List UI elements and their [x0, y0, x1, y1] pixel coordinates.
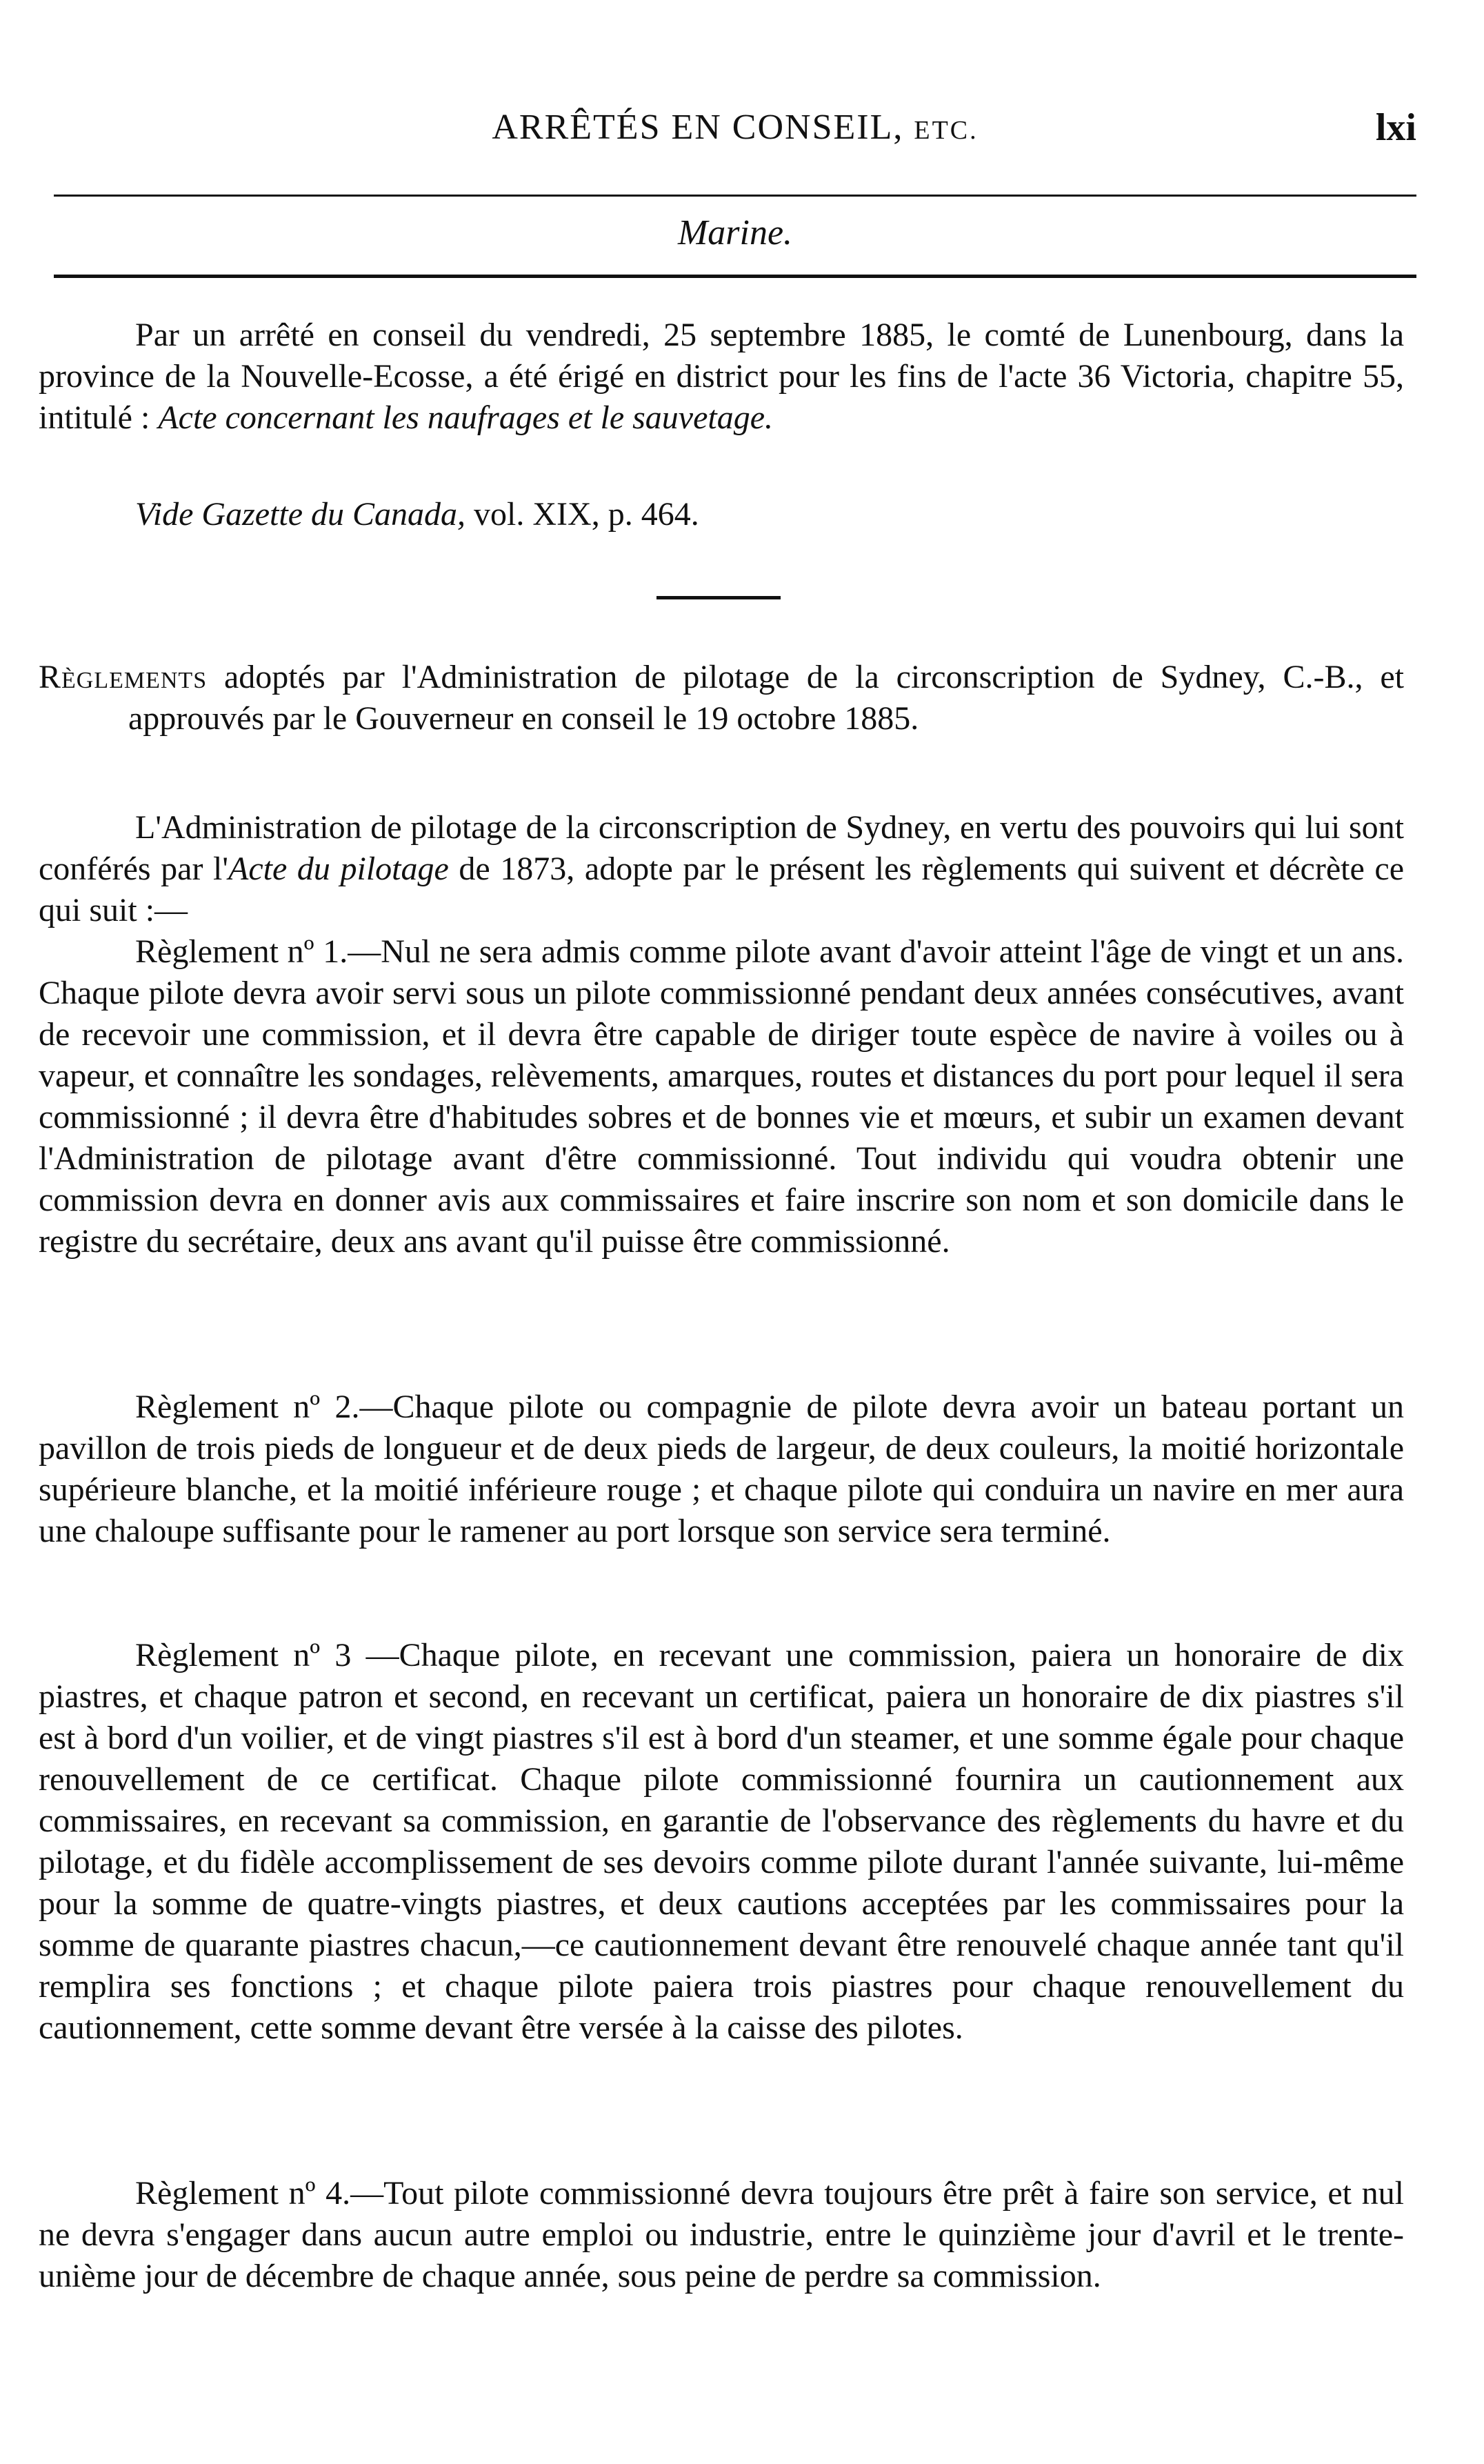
lunenbourg-text: Par un arrêté en conseil du vendredi, 25 septembre 1885, le comté de Lunenbourg, dans la province de la Nouvelle-Ecosse, a été érigé en district pour les fins de l'acte 36 Victoria, chapitre 55, intitulé :	[39, 317, 1404, 436]
reglement-3-paragraph: Règlement nº 3 —Chaque pilote, en recevant une commission, paiera un honoraire de dix piastres, et chaque patron et second, en recevant un certificat, paiera un honoraire de dix piastres s'il est à bord d'un voilier, et de vingt piastres s'il est à bord d'un steamer, et une somme égale pour chaque renouvellement de ce certificat. Chaque pilote commissionné fournira un cautionnement aux commissaires, en recevant sa commission, en garantie de l'observance des règlements du havre et du pilotage, et du fidèle accomplissement de ses devoirs comme pilote durant l'année suivante, lui-même pour la somme de quatre-vingts piastres, et deux cautions acceptées par les commissaires pour la somme de quarante piastres chacun,—ce cautionnement devant être renouvelé chaque année tant qu'il remplira ses fonctions ; et chaque pilote paiera trois piastres pour chaque renouvellement du cautionnement, cette somme devant être versée à la caisse des pilotes.	[39, 1637, 1404, 2046]
act-title-pilotage: Acte du pilotage	[228, 851, 449, 887]
reglements-heading	[39, 657, 1404, 739]
section-rule	[54, 275, 1416, 278]
running-title-text: ARRÊTÉS EN CONSEIL,	[492, 108, 904, 147]
preamble-text-before: L'Administration de pilotage de la circonscription de Sydney, en vertu des pouvoirs qui lui sont conférés par l'	[39, 809, 1404, 887]
section-title: Marine.	[677, 213, 793, 252]
preamble-paragraph	[39, 807, 1404, 931]
vide-gazette-italic: Vide Gazette du Canada,	[135, 496, 466, 533]
preamble-text-after: de 1873, adopte par le présent les règlements qui suivent et décrète ce qui suit :—	[39, 851, 1404, 928]
act-title-naufrages: Acte concernant les naufrages et le sauvetage.	[158, 399, 774, 436]
reglements-heading-text: adoptés par l'Administration de pilotage de la circonscription de Sydney, C.-B., et approuvés par le Gouverneur en conseil le 19 octobre 1885.	[128, 659, 1404, 737]
vide-reference	[39, 494, 1484, 535]
reglements-lead-word: Règlements	[39, 659, 208, 695]
separator-rule	[656, 596, 781, 599]
lunenbourg-paragraph	[39, 315, 1404, 439]
header-rule	[54, 195, 1416, 197]
reglement-2-paragraph: Règlement nº 2.—Chaque pilote ou compagnie de pilote devra avoir un bateau portant un pavillon de trois pieds de longueur et de deux pieds de largeur, de deux couleurs, la moitié horizontale supérieure blanche, et la moitié inférieure rouge ; et chaque pilote qui conduira un navire en mer aura une chaloupe suffisante pour le ramener au port lorsque son service sera terminé.	[39, 1389, 1404, 1549]
page-header	[54, 103, 1416, 152]
reglement-4-paragraph: Règlement nº 4.—Tout pilote commissionné devra toujours être prêt à faire son service, et nul ne devra s'engager dans aucun autre emploi ou industrie, entre le quinzième jour d'avril et le trente-unième jour de décembre de chaque année, sous peine de perdre sa commission.	[39, 2175, 1404, 2294]
running-title	[54, 103, 1416, 155]
running-title-suffix: ETC.	[914, 116, 979, 145]
page-number: lxi	[1375, 106, 1416, 149]
reglement-1-paragraph: Règlement nº 1.—Nul ne sera admis comme pilote avant d'avoir atteint l'âge de vingt et un ans. Chaque pilote devra avoir servi sous un pilote commissionné pendant deux années consécutives, avant de recevoir une commission, et il devra être capable de diriger toute espèce de navire à voiles ou à vapeur, et connaître les sondages, relèvements, amarques, routes et distances du port pour lequel il sera commissionné ; il devra être d'habitudes sobres et de bonnes vie et mœurs, et subir un examen devant l'Administration de pilotage avant d'être commissionné. Tout individu qui voudra obtenir une commission devra en donner avis aux commissaires et faire inscrire son nom et son domicile dans le registre du secrétaire, deux ans avant qu'il puisse être commissionné.	[39, 933, 1404, 1260]
vide-gazette-rest: vol. XIX, p. 464.	[465, 496, 699, 533]
